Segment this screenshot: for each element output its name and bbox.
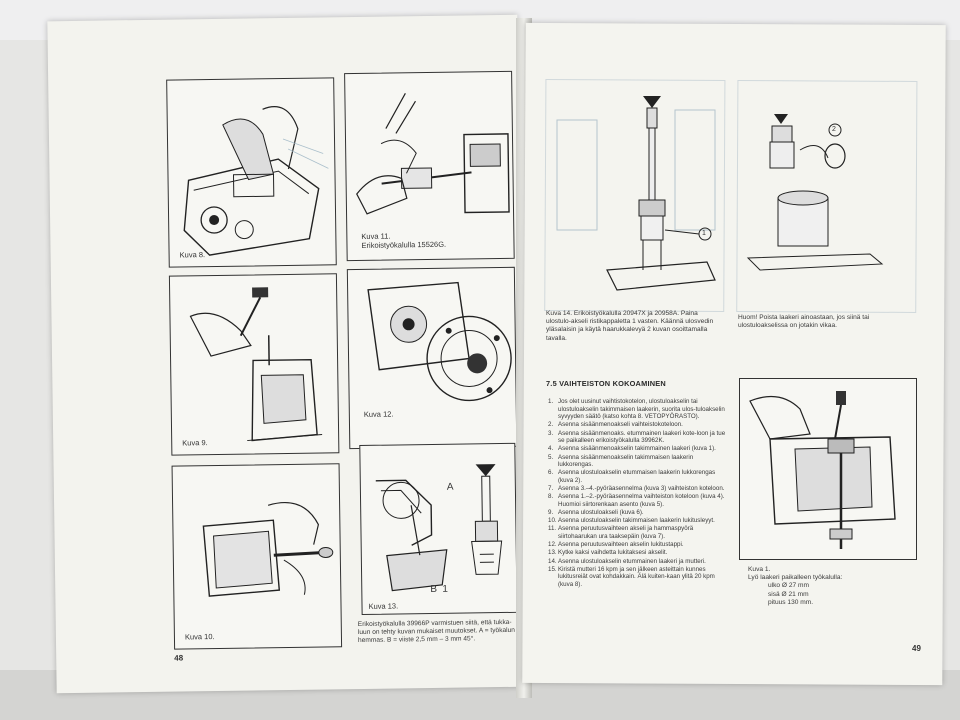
assembly-steps-list	[548, 398, 726, 589]
left-page	[47, 15, 526, 693]
figure-10-caption: Kuva 10.	[184, 632, 215, 642]
figure-12	[347, 267, 517, 449]
figure-1-caption	[748, 566, 908, 607]
gearbox-housing-illustration	[348, 268, 516, 448]
figure-9-caption: Kuva 9.	[182, 438, 208, 448]
list-item: 9. Asenna ulostuloakseli (kuva 6).	[548, 509, 644, 517]
tool-detail-drawing	[360, 444, 516, 614]
figure-1-title: Kuva 1.	[748, 566, 771, 573]
figure-10	[172, 463, 343, 649]
dimension-outer: ulko Ø 27 mm	[768, 582, 810, 590]
list-item: 1. Jos olet uusinut vaihtistokotelon, ulostuloakselin tai ulostuloakselin takimmaisen laakerin, suorita ulos-tuloakselin syvyyden säätö (katso kohta 8. VETOPYÖRASTO).	[548, 398, 725, 421]
list-item: 6. Asenna ulostuloakselin etummaisen laakerin lukkorengas (kuva 2).	[548, 469, 716, 484]
hammer-tap-illustration	[170, 274, 338, 454]
list-item: 5. Asenna sisäänmenoakselin takimmaisen laakerin lukkorengas.	[548, 453, 694, 469]
left-page-number: 48	[174, 653, 184, 663]
right-page-number: 49	[912, 644, 921, 653]
dimension-inner: sisä Ø 21 mm	[768, 590, 809, 598]
figure-14	[547, 80, 723, 306]
list-item: 15. Kiristä mutteri 16 kpm ja sen jälkeen asteittain kunnes lukitusreiät ovat kohdakkain. Älä kuiten-kaan ylitä 20 kpm (kuva 8).	[548, 565, 715, 588]
list-item: 2. Asenna sisäänmenoakseli vaihteistokoteloon.	[548, 421, 683, 429]
figure-14-caption: Kuva 14. Erikoistyökalulla 20947X ja 20958A. Paina ulostulo-akseli ristikappaletta 1 vasten. Käännä ulosvedin yläsalaisin ja käytä haarukkalevyä 2 kuvan osoittamalla tavalla.	[546, 310, 714, 342]
figure-8-caption: Kuva 8.	[179, 250, 206, 260]
figure-9	[169, 273, 339, 455]
note-body: Huom! Poista laakeri ainoastaan, jos siinä tai ulostuloakselissa on jotakin vikaa.	[738, 314, 870, 330]
section-heading: 7.5 VAIHTEISTON KOKOAMINEN	[546, 379, 666, 388]
bearing-install-illustration	[740, 379, 916, 559]
list-item: 10. Asenna ulostuloakselin takimmaisen laakerin lukitusleyyt.	[548, 517, 715, 525]
figure-1	[739, 378, 917, 560]
dimension-length: pituus 130 mm.	[768, 598, 814, 606]
figure-bearing-callout: 2	[832, 126, 836, 133]
figure-13-description: Erikoistyökalulla 39966P varmistuen siitä, että tukka-luun on tehty kuvan mukaiset muutokset. A = työkalun hemmas. B = viiste 2,5 mm – 3 mm 45°.	[357, 618, 515, 645]
figure-13	[359, 443, 517, 615]
list-item: 12. Asenna peruutusvaihteen akselin lukitustappi.	[548, 541, 684, 549]
list-item: 8. Asenna 1.–2.-pyöräasennelma vaihteiston koteloon (kuva 4). Huomioi siirtorenkaan asento (kuva 5).	[548, 493, 725, 508]
figure-bearing-removal	[740, 88, 910, 284]
figure-13-label-b: B	[430, 583, 438, 596]
pry-tool-illustration	[173, 464, 342, 648]
figure-13-label-1: 1	[442, 583, 448, 595]
list-item: 7. Asenna 3.–4.-pyöräasennelma (kuva 3) vaihteiston koteloon.	[548, 485, 725, 493]
list-item: 11. Asenna peruutusvaihteen akseli ja hammaspyörä siirtohaarukan ura taaksepäin (kuva 7).	[548, 525, 694, 541]
output-shaft-press-illustration	[547, 80, 723, 306]
list-item: 13. Kytke kaksi vaihdetta lukitaksesi akselit.	[548, 549, 668, 557]
figure-8	[166, 77, 337, 267]
gearbox-disassembly-illustration	[167, 78, 336, 266]
list-item: 3. Asenna sisäänmenoaks. etummainen laakeri kote-loon ja tue se paikalleen erikoistyökalulla 39962K.	[548, 429, 726, 445]
list-item: 14. Asenna ulostuloakselin etummainen laakeri ja mutteri.	[548, 557, 706, 565]
figure-11-caption: Kuva 11. Erikoistyökalulla 15526G.	[361, 231, 447, 250]
list-item: 4. Asenna sisäänmenoakselin takimmainen laakeri (kuva 1).	[548, 445, 716, 453]
figure-1-caption-line: Lyö laakeri paikalleen työkalulla:	[748, 574, 843, 582]
figure-13-caption: Kuva 13.	[368, 601, 399, 611]
figure-11	[344, 71, 515, 261]
figure-14-callout: 1	[702, 230, 706, 237]
bearing-removal-illustration	[740, 88, 910, 284]
figure-12-caption: Kuva 12.	[363, 409, 394, 419]
note-text	[738, 314, 914, 330]
figure-13-label-a: A	[446, 481, 454, 493]
